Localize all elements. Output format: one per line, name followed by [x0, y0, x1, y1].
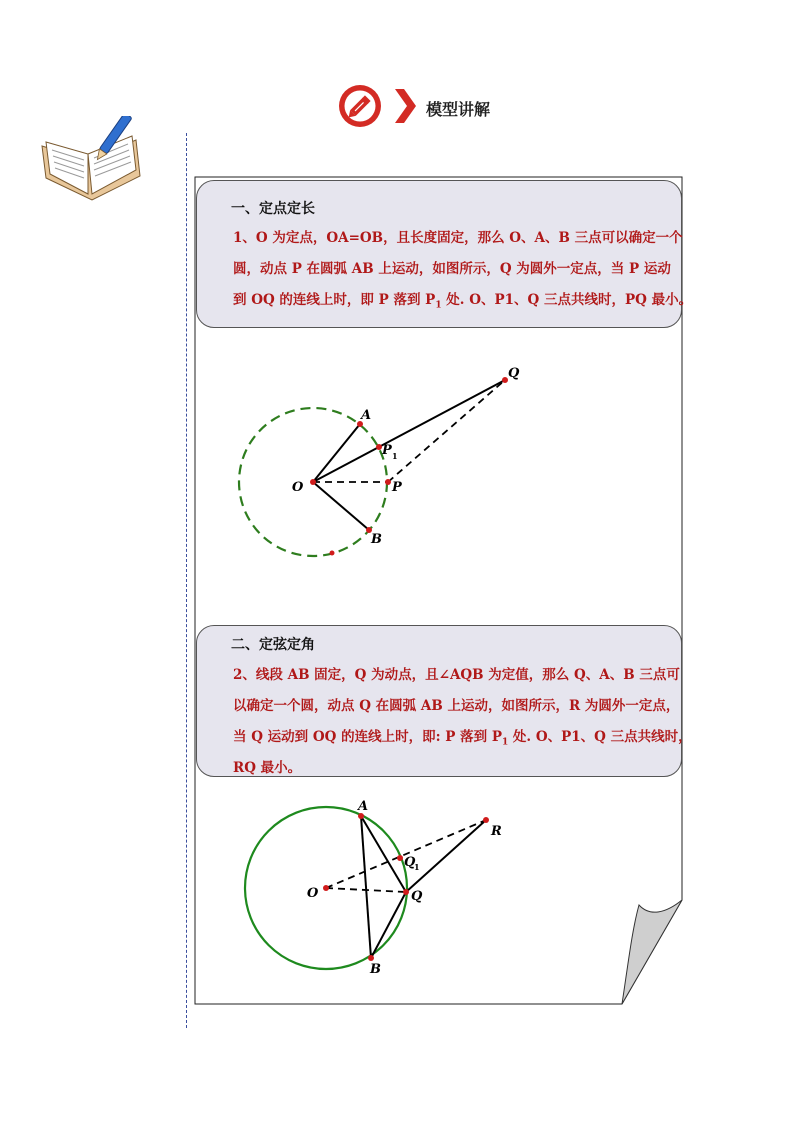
figure-2-fixed-chord-fixed-angle	[236, 790, 526, 980]
label-Q1-sub: 1	[414, 862, 420, 872]
margin-dashed-line	[186, 133, 187, 1028]
label-B: B	[371, 532, 382, 547]
label-A: A	[361, 408, 372, 423]
label-P1: P	[382, 443, 392, 458]
section-title: 模型讲解	[426, 100, 491, 119]
point-circle-bottom	[330, 551, 335, 556]
section-2-line-4: RQ 最小。	[233, 760, 302, 776]
point-B	[368, 955, 374, 961]
section-1-line-3: 到 OQ 的连线上时，即 P 落到 $P_1$ 处. O、P1、Q 三点共线时，PQ 最小。	[233, 292, 693, 311]
segment-OA	[313, 424, 360, 482]
point-Q	[403, 889, 409, 895]
label-Q1: Q	[404, 855, 416, 870]
open-book-with-pen-icon	[36, 116, 144, 208]
label-O: O	[292, 480, 304, 495]
label-B: B	[370, 962, 381, 977]
segment-AB	[361, 816, 371, 958]
segment-PQ	[388, 380, 505, 482]
point-Q1	[397, 855, 403, 861]
chevron-right-icon	[392, 87, 418, 125]
segment-QR	[406, 820, 486, 892]
section-2-line-3: 当 Q 运动到 OQ 的连线上时，即: P 落到 $P_1$ 处. O、P1、Q 三点共线时，	[233, 729, 692, 748]
segment-OB	[313, 482, 369, 530]
point-R	[483, 817, 489, 823]
section-2-heading: 二、定弦定角	[231, 637, 315, 653]
point-P	[385, 479, 391, 485]
section-2-line-1: 2、线段 AB 固定，Q 为动点，且∠AQB 为定值，那么 Q、A、B 三点可	[233, 667, 680, 683]
segment-OQ	[313, 380, 505, 482]
label-Q: Q	[411, 889, 423, 904]
segment-BQ	[371, 892, 406, 958]
section-1-box	[196, 180, 693, 328]
figure-1-fixed-point-fixed-length	[228, 360, 538, 570]
section-2-line-2: 以确定一个圆，动点 Q 在圆弧 AB 上运动，如图所示，R 为圆外一定点，	[233, 698, 680, 714]
label-A: A	[358, 799, 369, 814]
label-Q: Q	[508, 366, 520, 381]
label-P: P	[392, 480, 402, 495]
label-P1-sub: 1	[392, 451, 398, 461]
section-1-line-2: 圆，动点 P 在圆弧 AB 上运动，如图所示，Q 为圆外一定点，当 P 运动	[233, 261, 671, 277]
section-2-box	[196, 625, 692, 777]
point-O	[323, 885, 329, 891]
section-1-line-1: 1、O 为定点，OA=OB，且长度固定，那么 O、A、B 三点可以确定一个	[233, 230, 683, 246]
label-R: R	[491, 824, 502, 839]
point-O	[310, 479, 316, 485]
label-O: O	[307, 886, 319, 901]
pencil-icon	[336, 83, 386, 129]
section-1-heading: 一、定点定长	[231, 201, 315, 217]
